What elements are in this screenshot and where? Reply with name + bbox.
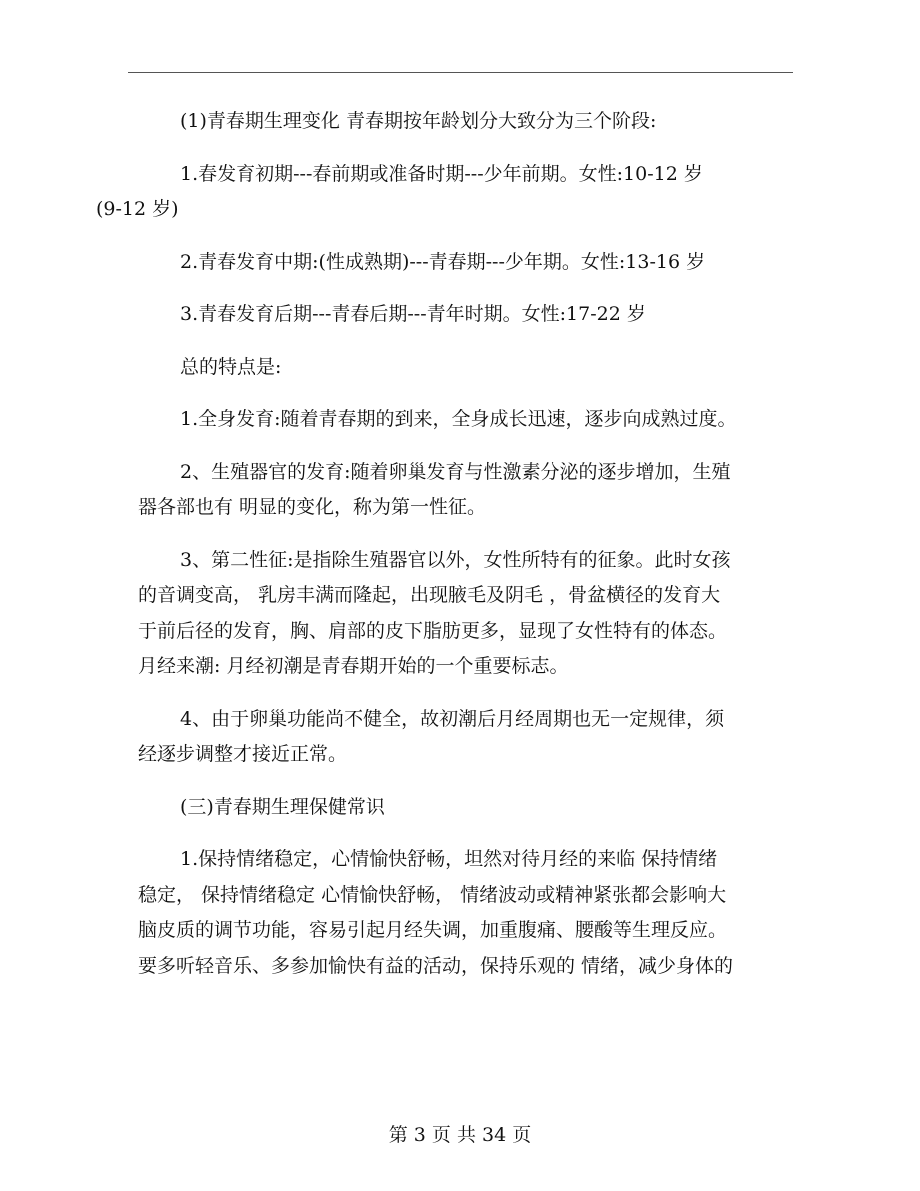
paragraph-line: 脑皮质的调节功能，容易引起月经失调，加重腹痛、腰酸等生理反应。 [138, 919, 728, 941]
page-number-footer: 第 3 页 共 34 页 [388, 1124, 532, 1146]
paragraph-line: 2、生殖器官的发育:随着卵巢发育与性激素分泌的逐步增加，生殖 [180, 460, 731, 483]
paragraph-line: 1.全身发育:随着青春期的到来，全身成长迅速，逐步向成熟过度。 [180, 408, 737, 430]
paragraph-line: 总的特点是: [180, 355, 282, 378]
paragraph-line: (三)青春期生理保健常识 [180, 795, 385, 818]
paragraph-line: 于前后径的发育，胸、肩部的皮下脂肪更多，显现了女性特有的体态。 [138, 619, 728, 642]
header-rule [128, 72, 793, 73]
paragraph-line: 2.青春发育中期:(性成熟期)---青春期---少年期。女性:13-16 岁 [180, 250, 706, 273]
paragraph-line: 经逐步调整才接近正常。 [138, 743, 348, 765]
paragraph-9 [138, 702, 806, 773]
document-body [96, 104, 806, 1001]
paragraph-6 [138, 402, 806, 438]
paragraph-line: 月经来潮: 月经初潮是青春期开始的一个重要标志。 [138, 655, 569, 677]
paragraph-line: (9-12 岁) [96, 198, 179, 220]
paragraph-1 [138, 104, 806, 140]
paragraph-line: 稳定， 保持情绪稳定 心情愉快舒畅， 情绪波动或精神紧张都会影响大 [138, 883, 727, 906]
paragraph-5 [138, 350, 806, 386]
paragraph-line: 器各部也有 明显的变化，称为第一性征。 [138, 496, 487, 518]
paragraph-7 [138, 455, 806, 526]
paragraph-10 [138, 790, 806, 826]
paragraph-line: 3、第二性征:是指除生殖器官以外，女性所特有的征象。此时女孩 [180, 548, 731, 571]
paragraph-8 [138, 543, 806, 685]
paragraph-line: 3.青春发育后期---青春后期---青年时期。女性:17-22 岁 [180, 303, 646, 325]
paragraph-line: (1)青春期生理变化 青春期按年龄划分大致分为三个阶段: [180, 110, 657, 132]
paragraph-line: 的音调变高， 乳房丰满而隆起，出现腋毛及阴毛 ，骨盆横径的发育大 [138, 584, 721, 606]
paragraph-line: 1.保持情绪稳定，心情愉快舒畅，坦然对待月经的来临 保持情绪 [180, 848, 718, 870]
paragraph-2 [96, 157, 806, 228]
paragraph-line: 要多听轻音乐、多参加愉快有益的活动，保持乐观的 情绪，减少身体的 [138, 954, 734, 977]
paragraph-line: 4、由于卵巢功能尚不健全，故初潮后月经周期也无一定规律，须 [180, 707, 725, 730]
paragraph-11 [138, 842, 806, 984]
paragraph-4 [138, 297, 806, 333]
paragraph-3 [138, 245, 806, 281]
paragraph-line: 1.春发育初期---春前期或准备时期---少年前期。女性:10-12 岁 [180, 162, 703, 185]
